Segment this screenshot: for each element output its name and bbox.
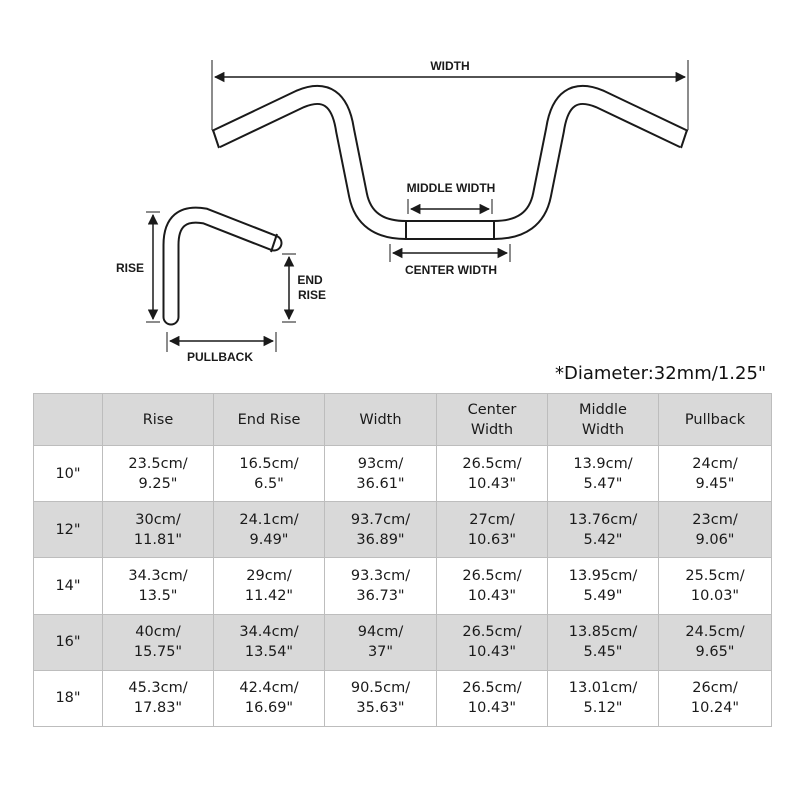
cell-middle-width: 13.95cm/ 5.49" (548, 558, 659, 614)
pullback-dimension (167, 332, 276, 364)
row-size-label: 16" (34, 614, 103, 670)
cell-middle-width: 13.76cm/ 5.42" (548, 502, 659, 558)
cell-width: 93cm/ 36.61" (325, 446, 437, 502)
center-width-dimension (390, 244, 510, 277)
cell-rise: 40cm/ 15.75" (103, 614, 214, 670)
width-dimension (212, 59, 688, 130)
cell-center-width: 27cm/ 10.63" (437, 502, 548, 558)
cell-width: 90.5cm/ 35.63" (325, 670, 437, 726)
table-row (34, 446, 772, 502)
cell-end-rise: 16.5cm/ 6.5" (214, 446, 325, 502)
diameter-note: *Diameter:32mm/1.25" (555, 363, 767, 384)
table-row (34, 558, 772, 614)
header-size (34, 394, 103, 446)
cell-rise: 34.3cm/ 13.5" (103, 558, 214, 614)
cell-end-rise: 42.4cm/ 16.69" (214, 670, 325, 726)
row-size-label: 10" (34, 446, 103, 502)
rise-dimension (116, 212, 160, 322)
cell-width: 93.7cm/ 36.89" (325, 502, 437, 558)
side-view-handlebar (171, 215, 277, 317)
front-view-handlebar (213, 95, 687, 240)
cell-middle-width: 13.01cm/ 5.12" (548, 670, 659, 726)
cell-width: 93.3cm/ 36.73" (325, 558, 437, 614)
cell-center-width: 26.5cm/ 10.43" (437, 670, 548, 726)
table-row (34, 670, 772, 726)
end-rise-label-line1: END (297, 273, 323, 287)
header-rise: Rise (103, 394, 214, 446)
header-middle-width: Middle Width (548, 394, 659, 446)
cell-end-rise: 29cm/ 11.42" (214, 558, 325, 614)
table-header-row (34, 394, 772, 446)
cell-center-width: 26.5cm/ 10.43" (437, 558, 548, 614)
cell-middle-width: 13.85cm/ 5.45" (548, 614, 659, 670)
cell-pullback: 25.5cm/ 10.03" (659, 558, 772, 614)
middle-width-label: MIDDLE WIDTH (406, 181, 496, 195)
cell-rise: 30cm/ 11.81" (103, 502, 214, 558)
table-row (34, 502, 772, 558)
header-end-rise: End Rise (214, 394, 325, 446)
pullback-label: PULLBACK (187, 350, 253, 364)
cell-center-width: 26.5cm/ 10.43" (437, 446, 548, 502)
width-label: WIDTH (430, 59, 470, 73)
cell-rise: 23.5cm/ 9.25" (103, 446, 214, 502)
cell-pullback: 23cm/ 9.06" (659, 502, 772, 558)
cell-rise: 45.3cm/ 17.83" (103, 670, 214, 726)
end-rise-label-line2: RISE (297, 288, 327, 302)
middle-width-dimension (407, 181, 496, 214)
rise-label: RISE (115, 261, 145, 275)
cell-pullback: 24.5cm/ 9.65" (659, 614, 772, 670)
header-center-width: Center Width (437, 394, 548, 446)
center-width-label: CENTER WIDTH (405, 263, 497, 277)
cell-width: 94cm/ 37" (325, 614, 437, 670)
row-size-label: 12" (34, 502, 103, 558)
row-size-label: 14" (34, 558, 103, 614)
cell-pullback: 24cm/ 9.45" (659, 446, 772, 502)
size-spec-table (33, 393, 772, 727)
header-pullback: Pullback (659, 394, 772, 446)
cell-end-rise: 34.4cm/ 13.54" (214, 614, 325, 670)
cell-end-rise: 24.1cm/ 9.49" (214, 502, 325, 558)
cell-center-width: 26.5cm/ 10.43" (437, 614, 548, 670)
cell-pullback: 26cm/ 10.24" (659, 670, 772, 726)
cell-middle-width: 13.9cm/ 5.47" (548, 446, 659, 502)
end-rise-dimension (282, 254, 326, 322)
handlebar-diagram (0, 0, 800, 370)
row-size-label: 18" (34, 670, 103, 726)
header-width: Width (325, 394, 437, 446)
table-row (34, 614, 772, 670)
